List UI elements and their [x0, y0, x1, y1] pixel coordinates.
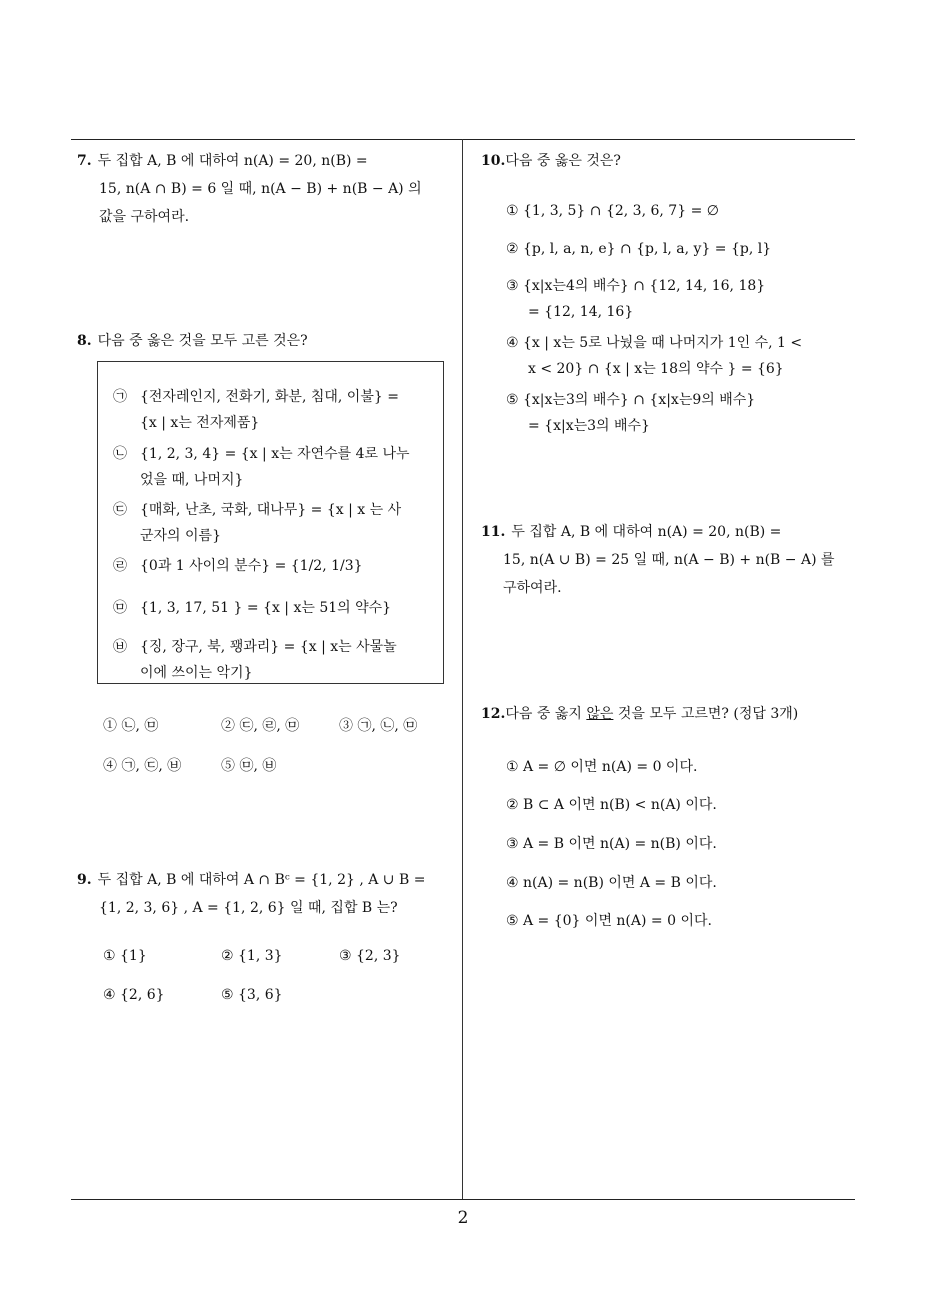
question-text: 다음 중 옳지	[505, 706, 587, 722]
question-text: 15, n(A ∩ B) = 6 일 때, n(A − B) + n(B − A) 의	[99, 181, 422, 197]
statement-item	[113, 595, 433, 621]
answer-choice[interactable]: ⑤ A = {0} 이면 n(A) = 0 이다.	[506, 913, 712, 929]
answer-choice[interactable]: ③ ㉠, ㉡, ㉤	[339, 718, 418, 734]
answer-choice[interactable]: ④ n(A) = n(B) 이면 A = B 이다.	[506, 875, 717, 891]
answer-choice[interactable]: ④ ㉠, ㉢, ㉥	[103, 758, 182, 774]
question-11	[481, 518, 859, 602]
choice-text: x < 20} ∩ {x | x는 18의 약수 } = {6}	[528, 361, 784, 377]
page-number: 2	[457, 1208, 469, 1228]
question-number: 7.	[77, 153, 92, 169]
question-7	[77, 147, 455, 231]
choice-text: = {x|x는3의 배수}	[528, 418, 650, 434]
answer-choice[interactable]: ④ {2, 6}	[103, 987, 165, 1003]
statement-item	[113, 553, 433, 579]
bottom-rule	[71, 1199, 855, 1200]
answer-choice[interactable]: ③ {2, 3}	[339, 948, 401, 964]
top-rule	[71, 139, 855, 140]
question-number: 10.	[481, 153, 506, 169]
answer-choice[interactable]: ① ㉡, ㉤	[103, 718, 159, 734]
question-8	[77, 327, 455, 355]
answer-choice[interactable]	[506, 330, 851, 382]
question-number: 9.	[77, 872, 92, 888]
question-text: {1, 2, 3, 6} , A = {1, 2, 6} 일 때, 집합 B 는?	[99, 900, 398, 916]
choice-text: ① {1, 3, 5} ∩ {2, 3, 6, 7} = ∅	[506, 203, 719, 219]
statement-text: {매화, 난초, 국화, 대나무} = {x | x 는 사	[140, 502, 402, 518]
question-text: 두 집합 A, B 에 대하여 A ∩ Bᶜ = {1, 2} , A ∪ B =	[97, 872, 426, 888]
statement-text: {1, 2, 3, 4} = {x | x는 자연수를 4로 나누	[140, 446, 410, 462]
statement-text: {x | x는 전자제품}	[140, 415, 260, 431]
question-text: 두 집합 A, B 에 대하여 n(A) = 20, n(B) =	[97, 153, 368, 169]
choice-text: ⑤ {x|x는3의 배수} ∩ {x|x는9의 배수}	[506, 392, 756, 408]
underlined-word: 않은	[586, 706, 614, 722]
question-10	[481, 147, 856, 175]
choice-text: = {12, 14, 16}	[528, 304, 634, 320]
answer-choice[interactable]: ① {1}	[103, 948, 147, 964]
choice-text: ④ {x | x는 5로 나눴을 때 나머지가 1인 수, 1 <	[506, 335, 803, 351]
choice-text: ③ {x|x는4의 배수} ∩ {12, 14, 16, 18}	[506, 278, 766, 294]
question-text: 값을 구하여라.	[99, 209, 190, 225]
statement-mark: ㉥	[113, 639, 127, 655]
answer-choice[interactable]: ⑤ {3, 6}	[221, 987, 283, 1003]
question-text: 두 집합 A, B 에 대하여 n(A) = 20, n(B) =	[511, 524, 782, 540]
column-divider	[462, 139, 463, 1200]
statement-text: 었을 때, 나머지}	[140, 472, 244, 488]
statement-text: 이에 쓰이는 악기}	[140, 665, 253, 681]
question-text: 15, n(A ∪ B) = 25 일 때, n(A − B) + n(B − A) 를	[503, 552, 835, 568]
answer-choice[interactable]: ② B ⊂ A 이면 n(B) < n(A) 이다.	[506, 797, 717, 813]
statement-text: 군자의 이름}	[140, 528, 221, 544]
question-number: 8.	[77, 333, 92, 349]
statement-box	[97, 361, 444, 684]
answer-choice[interactable]	[506, 198, 851, 224]
question-9	[77, 866, 457, 922]
statement-mark: ㉤	[113, 600, 127, 616]
statement-text: {0과 1 사이의 분수} = {1/2, 1/3}	[140, 558, 363, 574]
answer-choice[interactable]	[506, 236, 851, 262]
answer-choice[interactable]	[506, 387, 851, 439]
statement-text: {전자레인지, 전화기, 화분, 침대, 이불} =	[140, 389, 399, 405]
answer-choice[interactable]: ③ A = B 이면 n(A) = n(B) 이다.	[506, 836, 717, 852]
answer-choice[interactable]: ② ㉢, ㉣, ㉤	[221, 718, 300, 734]
statement-mark: ㉣	[113, 558, 127, 574]
question-text: 다음 중 옳은 것을 모두 고른 것은?	[97, 333, 308, 349]
question-text: 구하여라.	[503, 580, 562, 596]
statement-item	[113, 441, 433, 493]
statement-text: {징, 장구, 북, 꽹과리} = {x | x는 사물놀	[140, 639, 397, 655]
question-12	[481, 700, 856, 728]
statement-item	[113, 384, 433, 436]
answer-choice[interactable]	[506, 273, 851, 325]
statement-mark: ㉠	[113, 389, 127, 405]
statement-item	[113, 497, 433, 549]
question-number: 12.	[481, 706, 506, 722]
answer-choice[interactable]: ② {1, 3}	[221, 948, 283, 964]
choice-text: ② {p, l, a, n, e} ∩ {p, l, a, y} = {p, l}	[506, 241, 772, 257]
question-text: 다음 중 옳은 것은?	[505, 153, 621, 169]
statement-item	[113, 634, 433, 686]
answer-choice[interactable]: ⑤ ㉤, ㉥	[221, 758, 277, 774]
question-number: 11.	[481, 524, 506, 540]
question-text: 것을 모두 고르면? (정답 3개)	[613, 706, 799, 722]
statement-mark: ㉡	[113, 446, 127, 462]
answer-choice[interactable]: ① A = ∅ 이면 n(A) = 0 이다.	[506, 759, 698, 775]
statement-mark: ㉢	[113, 502, 127, 518]
statement-text: {1, 3, 17, 51 } = {x | x는 51의 약수}	[140, 600, 392, 616]
